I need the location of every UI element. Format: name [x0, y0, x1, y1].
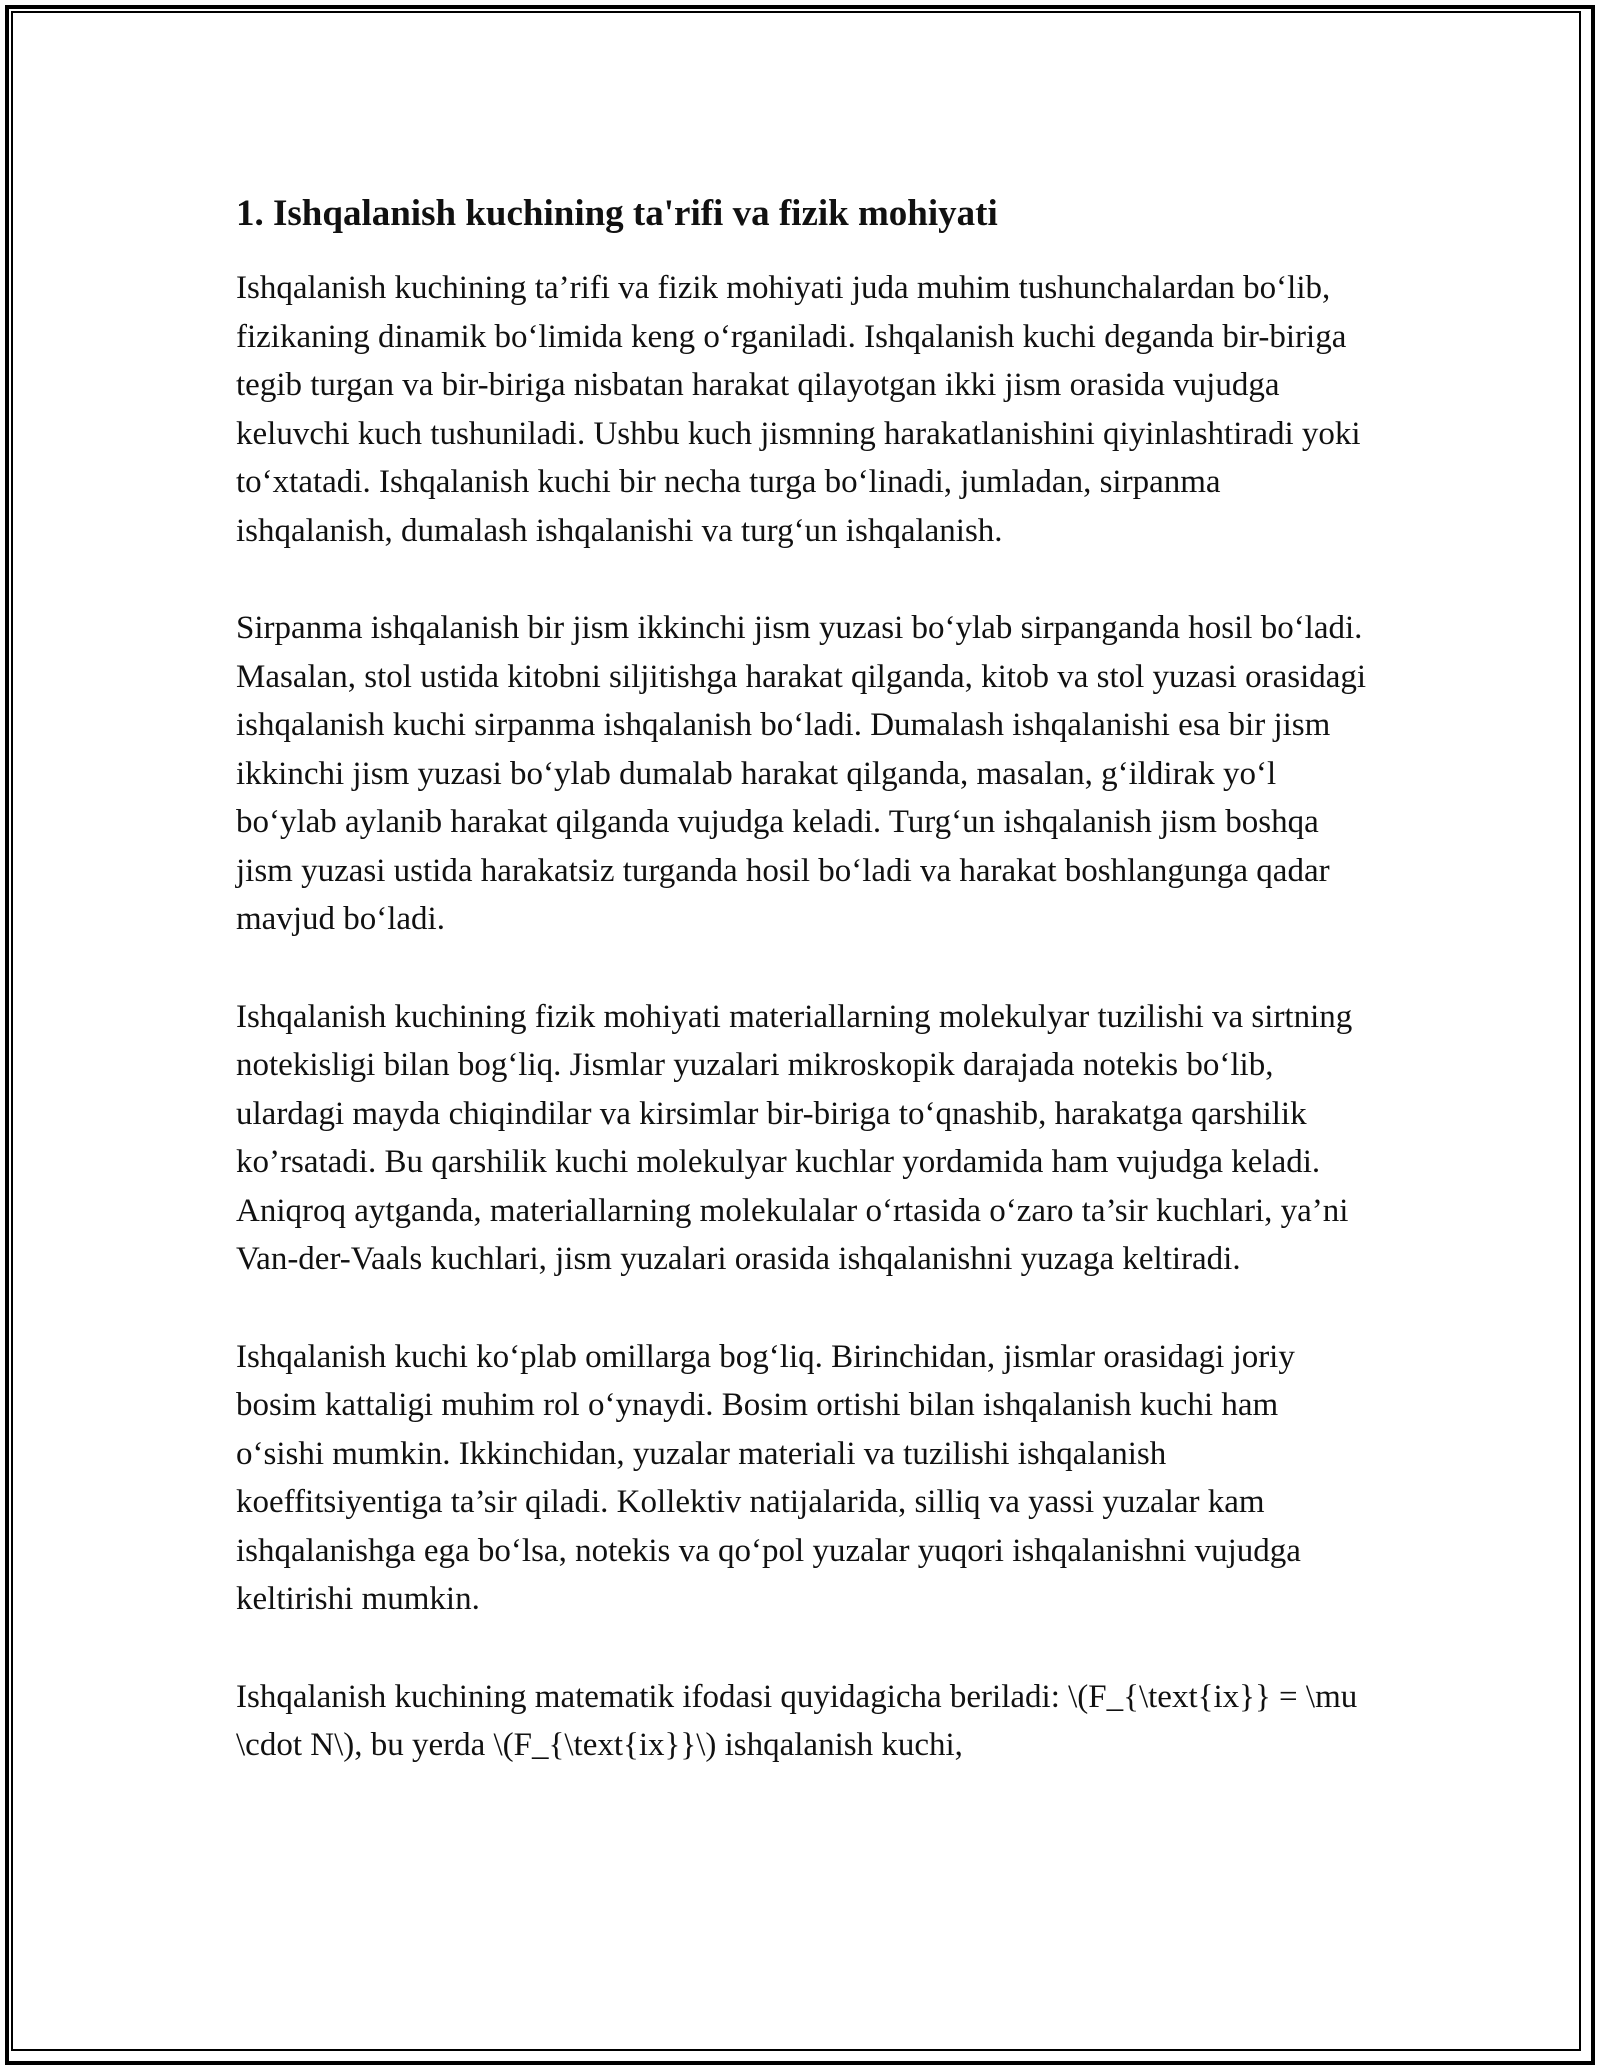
- section-heading: 1. Ishqalanish kuchining ta'rifi va fizik mohiyati: [236, 193, 998, 234]
- paragraph-friction-types: Sirpanma ishqalanish bir jism ikkinchi jism yuzasi bo‘ylab sirpanganda hosil bo‘ladi. Masalan, stol ustida kitobni siljitishga harakat qilganda, kitob va stol yuzasi orasidagi ishqalanish kuchi sirpanma ishqalanish bo‘ladi. Dumalash ishqalanishi esa bir jism ikkinchi jism yuzasi bo‘ylab dumalab harakat qilganda, masalan, g‘ildirak yo‘l bo‘ylab aylanib harakat qilganda vujudga keladi. Turg‘un ishqalanish jism boshqa jism yuzasi ustida harakatsiz turganda hosil bo‘ladi va harakat boshlangunga qadar mavjud bo‘ladi.: [236, 610, 1367, 937]
- paragraph-formula: Ishqalanish kuchining matematik ifodasi quyidagicha beriladi: \(F_{\text{ix}} = \mu \cdot N\), bu yerda \(F_{\text{ix}}\) ishqalanish kuchi,: [236, 1678, 1358, 1763]
- paragraph-physical-nature: Ishqalanish kuchining fizik mohiyati materiallarning molekulyar tuzilishi va sirtning notekisligi bilan bog‘liq. Jismlar yuzalari mikroskopik darajada notekis bo‘lib, ulardagi mayda chiqindilar va kirsimlar bir-biriga to‘qnashib, harakatga qarshilik ko’rsatadi. Bu qarshilik kuchi molekulyar kuchlar yordamida ham vujudga keladi. Aniqroq aytganda, materiallarning molekulalar o‘rtasida o‘zaro ta’sir kuchlari, ya’ni Van-der-Vaals kuchlari, jism yuzalari orasida ishqalanishni yuzaga keltiradi.: [236, 998, 1353, 1277]
- paragraph-definition: Ishqalanish kuchining ta’rifi va fizik mohiyati juda muhim tushunchalardan bo‘lib, fizikaning dinamik bo‘limida keng o‘rganiladi. Ishqalanish kuchi deganda bir-biriga tegib turgan va bir-biriga nisbatan harakat qilayotgan ikki jism orasida vujudga keluvchi kuch tushuniladi. Ushbu kuch jismning harakatlanishini qiyinlashtiradi yoki to‘xtatadi. Ishqalanish kuchi bir necha turga bo‘linadi, jumladan, sirpanma ishqalanish, dumalash ishqalanishi va turg‘un ishqalanish.: [236, 270, 1361, 549]
- paragraph-factors: Ishqalanish kuchi ko‘plab omillarga bog‘liq. Birinchidan, jismlar orasidagi joriy bosim kattaligi muhim rol o‘ynaydi. Bosim ortishi bilan ishqalanish kuchi ham o‘sishi mumkin. Ikkinchidan, yuzalar materiali va tuzilishi ishqalanish koeffitsiyentiga ta’sir qiladi. Kollektiv natijalarida, silliq va yassi yuzalar kam ishqalanishga ega bo‘lsa, notekis va qo‘pol yuzalar yuqori ishqalanishni vujudga keltirishi mumkin.: [236, 1338, 1301, 1617]
- document-body: [236, 188, 1371, 1770]
